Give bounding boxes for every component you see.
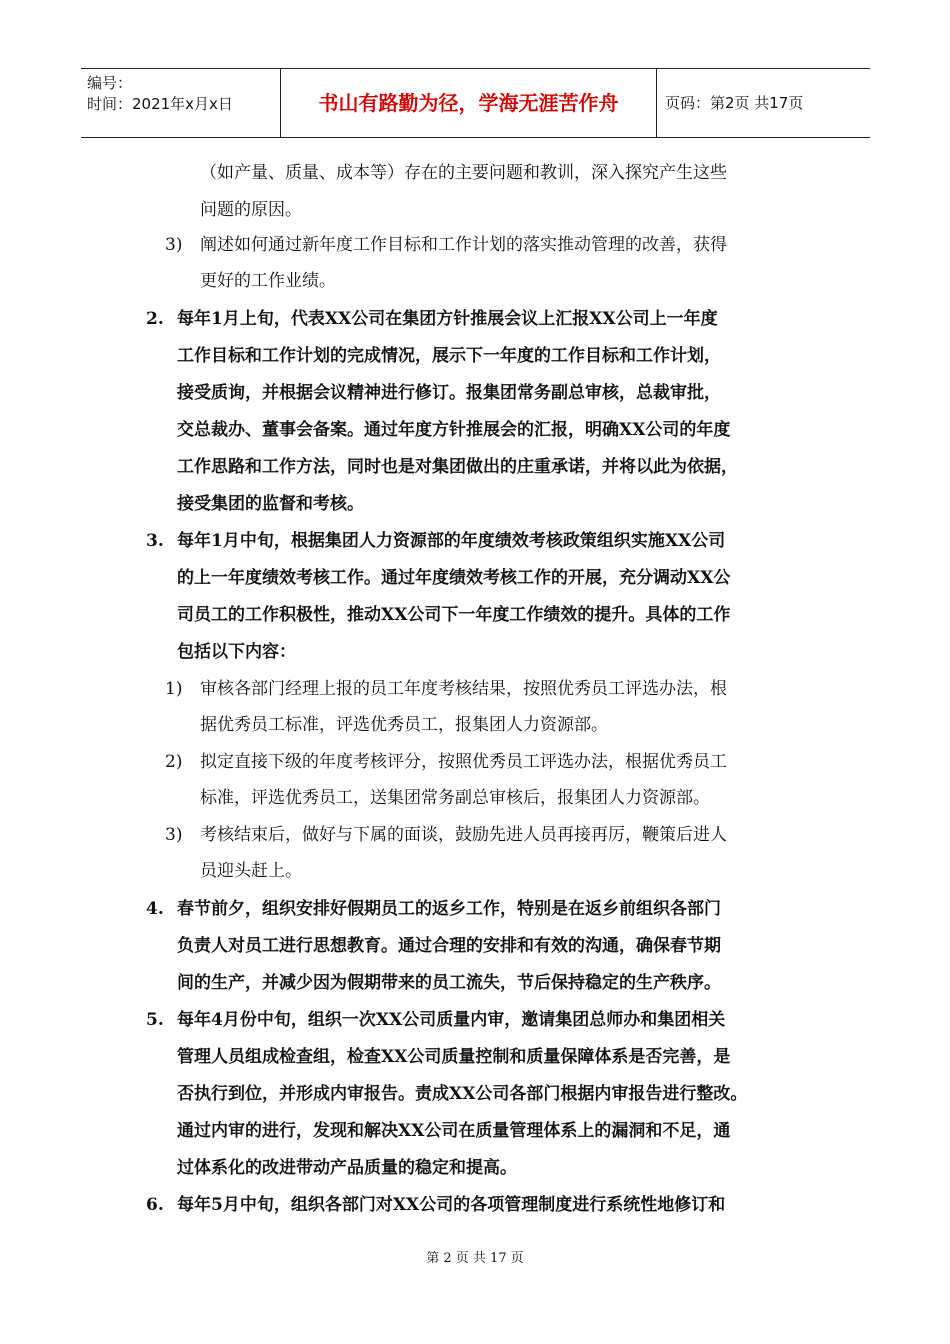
text-line: 员迎头赶上。 <box>200 861 302 881</box>
page-header <box>81 68 870 138</box>
text-line: 过体系化的改进带动产品质量的稳定和提高。 <box>177 1158 517 1178</box>
text-line: 间的生产，并减少因为假期带来的员工流失，节后保持稳定的生产秩序。 <box>177 973 721 993</box>
text-line: 管理人员组成检查组，检查XX公司质量控制和质量保障体系是否完善，是 <box>177 1047 731 1067</box>
list-number: 3. <box>146 531 164 551</box>
text-line: 考核结束后，做好与下属的面谈，鼓励先进人员再接再厉，鞭策后进人 <box>200 825 727 845</box>
text-line: 通过内审的进行，发现和解决XX公司在质量管理体系上的漏洞和不足，通 <box>177 1121 731 1141</box>
text-line: 的上一年度绩效考核工作。通过年度绩效考核工作的开展，充分调动XX公 <box>177 568 731 588</box>
list-number: 5. <box>146 1010 164 1030</box>
text-line: 更好的工作业绩。 <box>200 271 336 291</box>
text-line: 阐述如何通过新年度工作目标和工作计划的落实推动管理的改善，获得 <box>200 235 727 255</box>
text-line: 问题的原因。 <box>200 200 302 220</box>
list-number: 3) <box>165 235 183 255</box>
page-footer: 第 2 页 共 17 页 <box>426 1251 524 1266</box>
text-line: 据优秀员工标准，评选优秀员工，报集团人力资源部。 <box>200 715 608 735</box>
list-number: 2) <box>165 752 183 772</box>
text-line: 春节前夕，组织安排好假期员工的返乡工作，特别是在返乡前组织各部门 <box>177 899 721 919</box>
serial-label: 编号： <box>87 74 133 92</box>
text-line: 标准，评选优秀员工，送集团常务副总审核后，报集团人力资源部。 <box>200 788 710 808</box>
list-number: 6. <box>146 1195 164 1215</box>
text-line: 交总裁办、董事会备案。通过年度方针推展会的汇报，明确XX公司的年度 <box>177 420 731 440</box>
text-line: 否执行到位，并形成内审报告。责成XX公司各部门根据内审报告进行整改。 <box>177 1084 748 1104</box>
text-line: 接受集团的监督和考核。 <box>177 494 364 514</box>
time-label: 时间：2021年x月x日 <box>87 95 233 113</box>
text-line: 负责人对员工进行思想教育。通过合理的安排和有效的沟通，确保春节期 <box>177 936 721 956</box>
text-line: 每年5月中旬，组织各部门对XX公司的各项管理制度进行系统性地修订和 <box>177 1195 726 1215</box>
motto: 书山有路勤为径，学海无涯苦作舟 <box>281 69 657 137</box>
header-meta <box>81 69 281 137</box>
text-line: 每年4月份中旬，组织一次XX公司质量内审，邀请集团总师办和集团相关 <box>177 1010 726 1030</box>
text-line: 司员工的工作积极性，推动XX公司下一年度工作绩效的提升。具体的工作 <box>177 605 731 625</box>
text-line: 审核各部门经理上报的员工年度考核结果，按照优秀员工评选办法，根 <box>200 679 727 699</box>
page-code: 页码：第2页 共17页 <box>665 94 804 112</box>
text-line: 每年1月中旬，根据集团人力资源部的年度绩效考核政策组织实施XX公司 <box>177 531 726 551</box>
text-line: 工作思路和工作方法，同时也是对集团做出的庄重承诺，并将以此为依据， <box>177 457 738 477</box>
list-number: 1) <box>165 679 183 699</box>
text-line: 每年1月上旬，代表XX公司在集团方针推展会议上汇报XX公司上一年度 <box>177 309 718 329</box>
text-line: 拟定直接下级的年度考核评分，按照优秀员工评选办法，根据优秀员工 <box>200 752 727 772</box>
list-number: 4. <box>146 899 164 919</box>
text-line: 接受质询，并根据会议精神进行修订。报集团常务副总审核，总裁审批， <box>177 383 721 403</box>
list-number: 3) <box>165 825 183 845</box>
text-line: （如产量、质量、成本等）存在的主要问题和教训，深入探究产生这些 <box>200 163 727 183</box>
text-line: 工作目标和工作计划的完成情况，展示下一年度的工作目标和工作计划， <box>177 346 721 366</box>
text-line: 包括以下内容： <box>177 642 296 662</box>
list-number: 2. <box>146 309 164 329</box>
